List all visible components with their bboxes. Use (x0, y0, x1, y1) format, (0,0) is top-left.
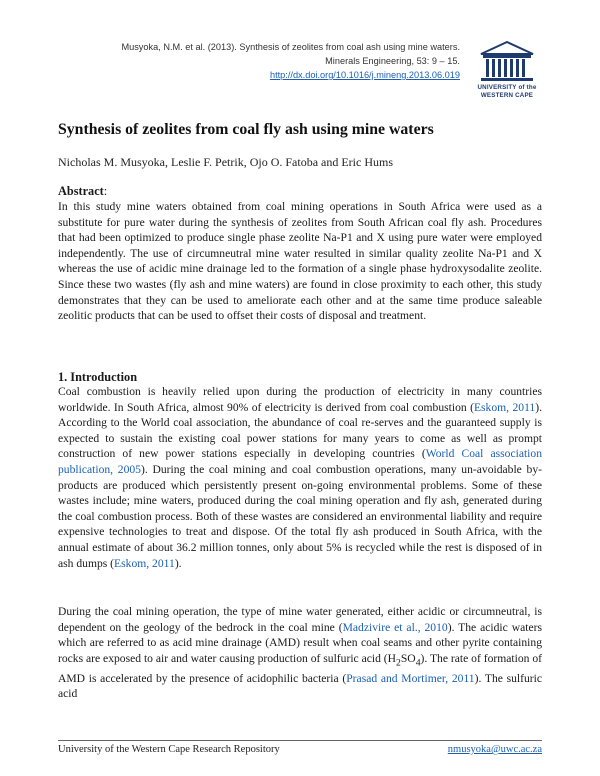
text-run: ). The acidic waters which are referred to as acid mine drainage (AMD) result when coal seams and other pyrite containing rocks are exposed to air and water causing production of sulfuric acid (H (58, 620, 542, 665)
citation-link-madzivire-2010[interactable]: Madzivire et al., 2010 (342, 620, 448, 634)
subscript-2: 2 (396, 657, 401, 669)
citation-link-eskom-2011[interactable]: Eskom, 2011 (473, 400, 536, 414)
introduction-paragraph-2 (58, 604, 542, 702)
article-title: Synthesis of zeolites from coal fly ash using mine waters (58, 121, 434, 138)
text-run: ). During the coal mining and coal combustion operations, many un-avoidable by-products are produced which persistently present on-going environmental problems. Some of these wastes include; mine waters, produced during the coal mining operation and fly ash, generated during the coal combustion process. Both of these wastes are considered an environmental liability and require expensive technologies to treat and dispose. Of the total fly ash produced in South Africa, with the annual estimate of about 36.2 million tonnes, only about 5% is recycled while the rest is disposed of in ash dumps ( (58, 462, 542, 570)
text-run: ). The rate of formation of AMD is accelerated by the presence of acidophilic bacteria ( (58, 651, 542, 685)
text-run: ). (174, 556, 182, 570)
logo-text-line-2: WESTERN CAPE (480, 91, 534, 99)
introduction-paragraph-1 (58, 384, 542, 571)
logo-text-line-1: UNIVERSITY of the (477, 84, 537, 91)
author-list: Nicholas M. Musyoka, Leslie F. Petrik, Ojo O. Fatoba and Eric Hums (58, 155, 393, 169)
citation-line-1: Musyoka, N.M. et al. (2013). Synthesis of zeolites from coal ash using mine waters. (121, 42, 460, 52)
text-run: Coal combustion is heavily relied upon during the production of electricity in many countries worldwide. In South Africa, almost 90% of electricity is derived from coal combustion ( (58, 385, 542, 414)
university-logo (471, 40, 543, 110)
subscript-4: 4 (415, 657, 421, 669)
doi-link[interactable]: http://dx.doi.org/10.1016/j.mineng.2013.06.019 (269, 70, 460, 80)
text-run: ). According to the World coal association, the abundance of coal re-serves and the guaranteed supply is expected to sustain the existing coal power stations for many years to come as well as prompt construction of new power stations especially in developing countries ( (58, 400, 542, 461)
citation-link-world-coal-2005[interactable]: World Coal association publication, 2005 (58, 447, 542, 476)
text-run: ). The sulfuric acid (58, 671, 542, 701)
citation-line-2: Minerals Engineering, 53: 9 – 15. (325, 56, 460, 66)
introduction-heading: 1. Introduction (58, 370, 138, 384)
citation-block (40, 40, 460, 82)
abstract-heading (58, 184, 107, 199)
abstract-heading-text: Abstract (58, 184, 104, 198)
footer-email-link[interactable]: nmusyoka@uwc.ac.za (447, 744, 542, 755)
abstract-body: In this study mine waters obtained from coal mining operations in South Africa were used as a substitute for pure water during the synthesis of zeolites from South African coal fly ash. Procedures that had been optimized to produce single phase zeolite Na-P1 and X using pure water were employed independently. The use of circumneutral mine water resulted in similar quality zeolite Na-P1 and X whereas the use of acidic mine drainage led to the formation of a single phase hydroxysodalite zeolite. Since these two wastes (fly ash and mine waters) are found in close proximity to each other, this study demonstrates that they can be used to ameliorate each other and at the same time produce saleable zeolitic products that can be used to offset their costs of disposal and treatment. (58, 200, 542, 323)
footer-repository-name: University of the Western Cape Research Repository (58, 744, 280, 755)
footer-divider (58, 740, 542, 741)
abstract-heading-colon: : (103, 184, 108, 198)
citation-link-prasad-2011[interactable]: Prasad and Mortimer, 2011 (346, 671, 475, 685)
citation-link-eskom-2011-b[interactable]: Eskom, 2011 (114, 556, 175, 570)
university-building-icon (477, 40, 537, 84)
text-run: During the coal mining operation, the type of mine water generated, either acidic or circumneutral, is dependent on the geology of the bedrock in the coal mine ( (58, 605, 542, 634)
text-run: SO (400, 651, 416, 665)
